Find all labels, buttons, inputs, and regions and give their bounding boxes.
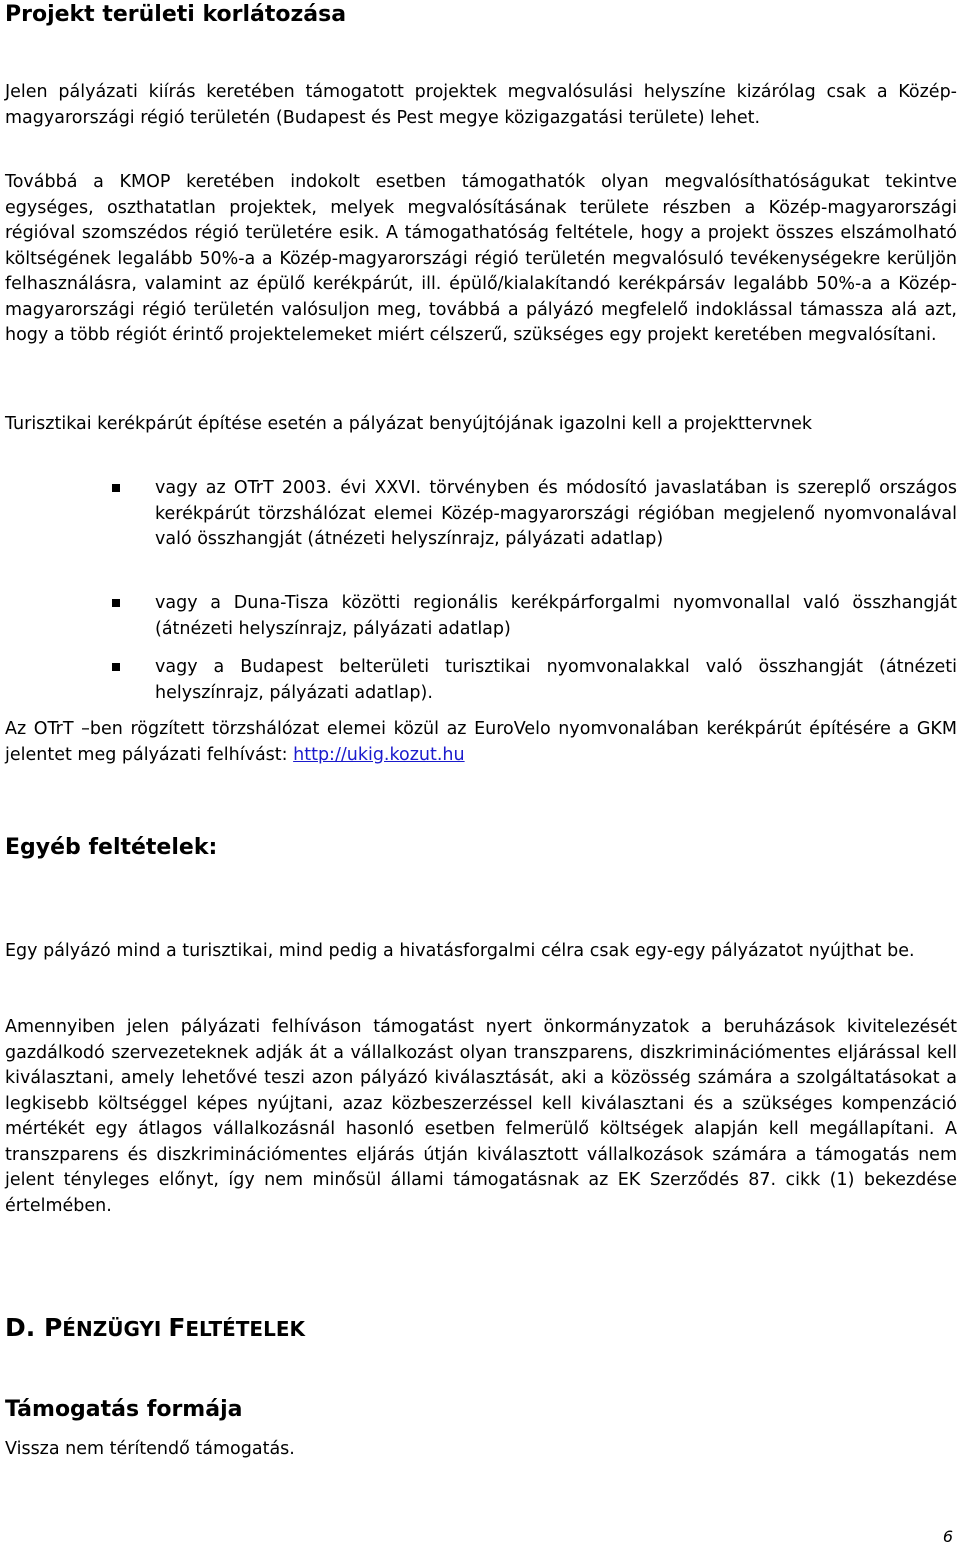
heading-financial-conditions	[5, 1313, 305, 1342]
list-item-text: vagy a Duna-Tisza közötti regionális kerékpárforgalmi nyomvonallal való összhangját (átnézeti helyszínrajz, pályázati adatlap)	[155, 593, 957, 639]
paragraph-eurovelo	[5, 717, 957, 768]
paragraph-touristic-cycleway: Turisztikai kerékpárút építése esetén a pályázat benyújtójának igazolni kell a projekttervnek	[5, 414, 813, 434]
bullet-square-icon	[112, 484, 120, 492]
list-item	[155, 655, 957, 706]
heading-other-conditions: Egyéb feltételek:	[5, 835, 218, 860]
heading-f: F	[168, 1313, 186, 1342]
heading-support-form: Támogatás formája	[5, 1397, 243, 1422]
heading-rest-2: ELTÉTELEK	[185, 1317, 305, 1341]
paragraph-one-application: Egy pályázó mind a turisztikai, mind pedig a hivatásforgalmi célra csak egy-egy pályázatot nyújthat be.	[5, 941, 915, 961]
section-letter: D.	[5, 1313, 36, 1342]
list-item	[155, 591, 957, 642]
heading-rest-1: ÉNZÜGYI	[62, 1317, 169, 1341]
list-item	[155, 476, 957, 553]
paragraph-procurement: Amennyiben jelen pályázati felhíváson támogatást nyert önkormányzatok a beruházások kivitelezését gazdálkodó szervezeteknek adják át a vállalkozást olyan transzparens, diszkriminációmentes eljárással kell kiválasztani, amely lehetővé teszi azon pályázó kiválasztását, aki a közösség számára a szolgáltatásokat a legkisebb költséggel képes nyújtani, azaz közbeszerzéssel kell kiválasztani és a szükséges kompenzáció mértékét egy átlagos vállalkozásnál hasonló esetben felmerülő költségek alapján kell megállapítani. A transzparens és diszkriminációmentes eljárás útján kiválasztott vállalkozások számára a támogatás nem jelent tényleges előnyt, így nem minősül állami támogatásnak az EK Szerződés 87. cikk (1) bekezdése értelmében.	[5, 1017, 957, 1216]
bullet-square-icon	[112, 599, 120, 607]
paragraph-area-restriction: Jelen pályázati kiírás keretében támogatott projektek megvalósulási helyszíne kizárólag csak a Közép-magyarországi régió területén (Budapest és Pest megye közigazgatási területe) lehet.	[5, 82, 957, 128]
eurovelo-text: Az OTrT –ben rögzített törzshálózat elemei közül az EuroVelo nyomvonalában kerékpárút építésére a GKM jelentet meg pályázati felhívást:	[5, 719, 957, 765]
page-number: 6	[942, 1527, 953, 1546]
bullet-square-icon	[112, 663, 120, 671]
list-item-text: vagy a Budapest belterületi turisztikai nyomvonalakkal való összhangját (átnézeti helyszínrajz, pályázati adatlap).	[155, 657, 957, 703]
list-item-text: vagy az OTrT 2003. évi XXVI. törvényben és módosító javaslatában is szereplő országos kerékpárút törzshálózat elemei Közép-magyarországi régióban megjelenő nyomvonalával való összhangját (átnézeti helyszínrajz, pályázati adatlap)	[155, 478, 957, 549]
heading-project-area: Projekt területi korlátozása	[5, 2, 347, 27]
heading-p: P	[43, 1313, 63, 1342]
paragraph-kmop-exception: Továbbá a KMOP keretében indokolt esetben támogathatók olyan megvalósíthatóságukat tekintve egységes, oszthatatlan projektek, melyek megvalósításának területe részben a Közép-magyarországi régióval szomszédos régió területére esik. A támogathatóság feltétele, hogy a projekt összes elszámolható költségének legalább 50%-a a Közép-magyarországi régió területén megvalósuló tevékenységekre kerüljön felhasználásra, valamint az épülő kerékpárút, ill. épülő/kialakítandó kerékpársáv legalább 50%-a a Közép-magyarországi régió területén valósuljon meg, továbbá a pályázó megfelelő indoklással támassza alá azt, hogy a több régiót érintő projektelemeket miért célszerű, szükséges egy projekt keretében megvalósítani.	[5, 172, 957, 345]
paragraph-non-refundable: Vissza nem térítendő támogatás.	[5, 1439, 295, 1459]
kozut-link[interactable]: http://ukig.kozut.hu	[293, 744, 465, 765]
